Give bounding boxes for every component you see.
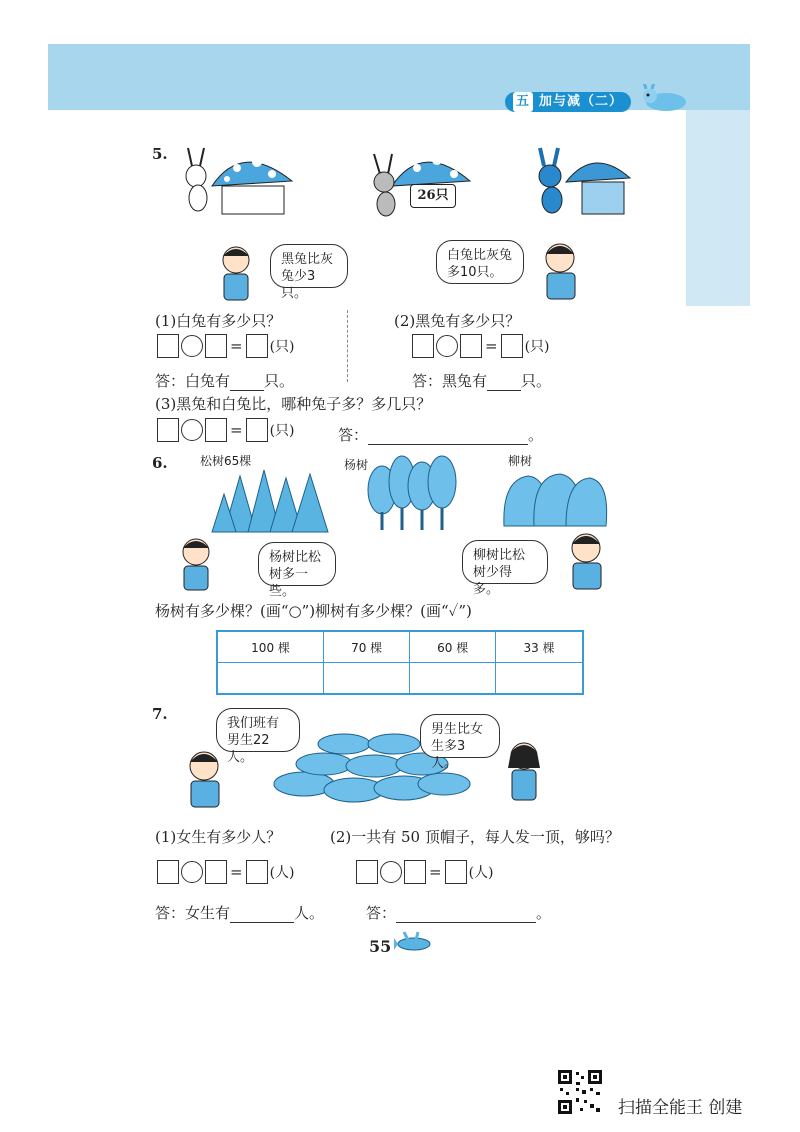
operator-circle[interactable] xyxy=(181,861,203,883)
q7-part1-question: (1)女生有多少人？ xyxy=(155,828,282,846)
speech-bubble-boy-3: 我们班有男生22人。 xyxy=(216,708,300,752)
q5-part2-question: (2)黑兔有多少只？ xyxy=(394,312,521,330)
answer-prefix: 答：黑兔有 xyxy=(412,372,488,390)
q7-part2-answer xyxy=(366,902,551,923)
answer-box[interactable] xyxy=(404,860,426,884)
answer-box[interactable] xyxy=(460,334,482,358)
boy-illustration-2 xyxy=(560,530,612,590)
unit-label: (只) xyxy=(269,339,295,355)
answer-blank[interactable] xyxy=(396,904,536,923)
answer-suffix: 只。 xyxy=(521,372,552,390)
answer-box[interactable] xyxy=(445,860,467,884)
poplar-trees-illustration xyxy=(360,452,464,532)
operator-circle[interactable] xyxy=(181,335,203,357)
willow-trees-illustration xyxy=(498,466,610,530)
answer-blank[interactable] xyxy=(230,904,294,923)
option-cell: 60 棵 xyxy=(410,631,496,663)
q5-part1-equation: = (只) xyxy=(157,334,295,358)
pine-trees-illustration xyxy=(204,466,336,534)
q5-part2-answer xyxy=(412,370,551,391)
question-6-number: 6. xyxy=(152,454,168,472)
q7-part1-equation: = (人) xyxy=(157,860,295,884)
speech-bubble-boy: 白兔比灰兔多10只。 xyxy=(436,240,524,284)
girl-illustration-2 xyxy=(172,536,222,592)
q7-part2-question: (2)一共有 50 顶帽子，每人发一顶，够吗？ xyxy=(330,828,620,846)
q5-part1-answer xyxy=(155,370,294,391)
q6-options-table xyxy=(216,630,584,695)
answer-suffix: 。 xyxy=(536,904,552,922)
operator-circle[interactable] xyxy=(380,861,402,883)
unit-tag xyxy=(505,92,631,112)
answer-suffix: 只。 xyxy=(264,372,295,390)
q5-part1-question: (1)白兔有多少只？ xyxy=(155,312,282,330)
q5-part3-question: (3)黑兔和白兔比，哪种兔子多？多几只？ xyxy=(155,395,432,413)
q5-part3-equation: = (只) xyxy=(157,418,295,442)
operator-circle[interactable] xyxy=(181,419,203,441)
answer-box[interactable] xyxy=(501,334,523,358)
speech-bubble-girl-3: 男生比女生多3人。 xyxy=(420,714,500,758)
answer-blank[interactable] xyxy=(487,372,521,391)
boy-illustration xyxy=(534,240,586,300)
options-label-row xyxy=(217,631,583,663)
column-divider xyxy=(347,310,348,382)
count-badge: 26只 xyxy=(410,184,456,208)
q7-part2-equation: = (人) xyxy=(356,860,494,884)
answer-blank[interactable] xyxy=(230,372,264,391)
girl-illustration-3 xyxy=(500,740,550,804)
options-mark-row xyxy=(217,663,583,695)
answer-box[interactable] xyxy=(205,418,227,442)
page-number: 55 xyxy=(369,937,392,956)
answer-box[interactable] xyxy=(246,860,268,884)
answer-suffix: 。 xyxy=(528,426,544,444)
speech-bubble-girl-2: 杨树比松树多一些。 xyxy=(258,542,336,586)
operator-circle[interactable] xyxy=(436,335,458,357)
qr-code-icon xyxy=(556,1068,604,1116)
answer-box[interactable] xyxy=(157,860,179,884)
answer-box[interactable] xyxy=(157,334,179,358)
q7-part1-answer xyxy=(155,902,324,923)
unit-label: (人) xyxy=(269,865,295,881)
mark-cell[interactable] xyxy=(324,663,410,695)
speech-bubble-boy-2: 柳树比松树少得多。 xyxy=(462,540,548,584)
mascot-icon xyxy=(636,84,694,114)
question-5-number: 5. xyxy=(152,145,168,163)
girl-illustration xyxy=(212,244,262,302)
answer-box[interactable] xyxy=(412,334,434,358)
pine-label: 松树65棵 xyxy=(200,454,252,468)
black-rabbit-mushroom-illustration xyxy=(532,146,632,222)
unit-number: 五 xyxy=(513,92,533,112)
boy-illustration-3 xyxy=(176,748,232,808)
answer-prefix: 答： xyxy=(366,904,397,922)
unit-label: (只) xyxy=(524,339,550,355)
option-cell: 33 棵 xyxy=(496,631,583,663)
mark-cell[interactable] xyxy=(410,663,496,695)
q5-part3-answer xyxy=(338,424,543,445)
mark-cell[interactable] xyxy=(496,663,583,695)
answer-box[interactable] xyxy=(356,860,378,884)
answer-box[interactable] xyxy=(157,418,179,442)
question-7-number: 7. xyxy=(152,705,168,723)
q5-part2-equation: = (只) xyxy=(412,334,550,358)
option-cell: 70 棵 xyxy=(324,631,410,663)
q6-question: 杨树有多少棵？(画“○”)柳树有多少棵？(画“✓”) xyxy=(155,602,472,620)
scanner-watermark: 扫描全能王 创建 xyxy=(618,1098,743,1118)
speech-bubble-girl: 黑兔比灰兔少3只。 xyxy=(270,244,348,288)
unit-title: 加与减（二） xyxy=(539,94,624,109)
answer-box[interactable] xyxy=(205,860,227,884)
answer-blank[interactable] xyxy=(368,426,528,445)
white-rabbit-mushroom-illustration xyxy=(172,146,300,222)
answer-box[interactable] xyxy=(246,334,268,358)
unit-label: (只) xyxy=(269,423,295,439)
answer-prefix: 答： xyxy=(338,426,369,444)
mark-cell[interactable] xyxy=(217,663,324,695)
option-cell: 100 棵 xyxy=(217,631,324,663)
answer-box[interactable] xyxy=(246,418,268,442)
willow-label: 柳树 xyxy=(508,454,533,468)
poplar-label: 杨树 xyxy=(344,458,369,472)
answer-suffix: 人。 xyxy=(294,904,325,922)
answer-prefix: 答：女生有 xyxy=(155,904,231,922)
answer-prefix: 答：白兔有 xyxy=(155,372,231,390)
airplane-mascot-icon xyxy=(394,930,434,954)
side-band xyxy=(686,110,750,306)
answer-box[interactable] xyxy=(205,334,227,358)
unit-label: (人) xyxy=(468,865,494,881)
